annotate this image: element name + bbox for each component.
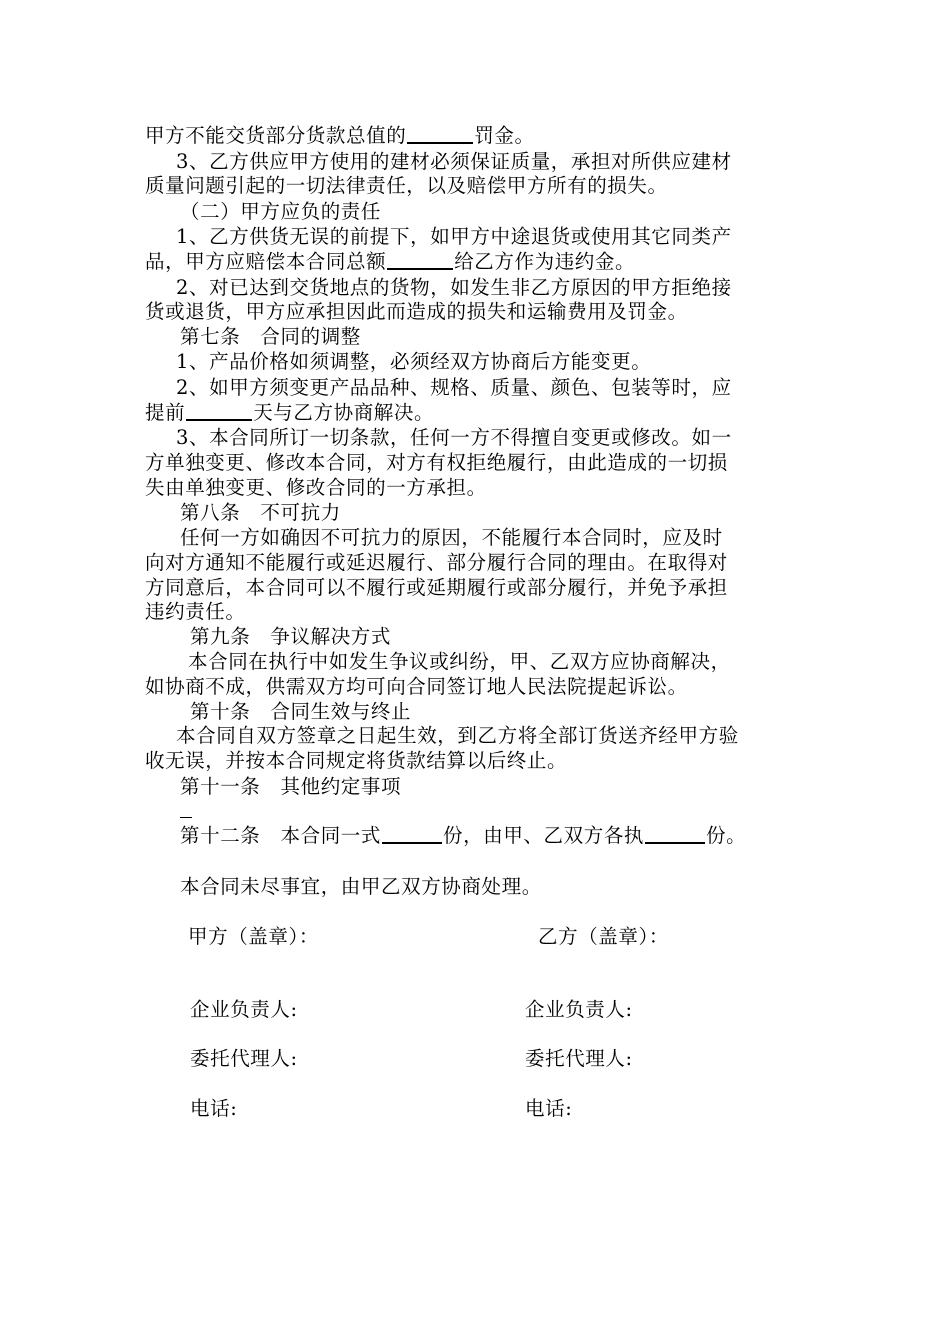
text-line: 收无误，并按本合同规定将货款结算以后终止。 (145, 749, 568, 772)
line-text: 份，由甲、乙双方各执 (443, 824, 645, 847)
article-heading: 第八条 不可抗力 (180, 501, 341, 524)
text-line: 本合同在执行中如发生争议或纠纷，甲、乙双方应协商解决， (188, 650, 731, 673)
text-line: 2、如甲方须变更产品品种、规格、质量、颜色、包装等时，应 (176, 376, 732, 399)
party-a-seal: 甲方（盖章）： (188, 925, 319, 948)
text-line (145, 124, 535, 148)
party-b-agent: 委托代理人: (525, 1047, 633, 1070)
closing-statement: 本合同未尽事宜，由甲乙双方协商处理。 (180, 875, 542, 898)
text-line (145, 250, 635, 274)
text-line: 违约责任。 (145, 600, 246, 623)
line-text: 第十二条 本合同一式 (180, 824, 382, 847)
party-a-phone: 电话: (190, 1097, 238, 1120)
line-text: 给乙方作为违约金。 (454, 250, 636, 273)
line-text: 提前 (145, 401, 186, 424)
text-line: 任何一方如确因不可抗力的原因，不能履行本合同时，应及时 (180, 526, 723, 549)
party-b-seal: 乙方（盖章）： (538, 925, 669, 948)
article-heading: 第七条 合同的调整 (180, 325, 361, 348)
line-text: 天与乙方协商解决。 (253, 401, 435, 424)
text-line: 失由单独变更、修改合同的一方承担。 (145, 476, 487, 499)
party-a-rep: 企业负责人: (190, 998, 298, 1021)
fill-blank (186, 401, 252, 421)
text-line (145, 401, 434, 425)
party-b-rep: 企业负责人: (525, 998, 633, 1021)
line-text: 罚金。 (474, 124, 535, 147)
fill-blank (382, 824, 442, 844)
text-line: 3、乙方供应甲方使用的建材必须保证质量，承担对所供应建材 (176, 150, 732, 173)
line-text: 甲方不能交货部分货款总值的 (145, 124, 407, 147)
text-line: 2、对已达到交货地点的货物，如发生非乙方原因的甲方拒绝接 (176, 276, 732, 299)
article-heading: 第十一条 其他约定事项 (180, 775, 402, 798)
text-line: 方单独变更、修改本合同，对方有权拒绝履行，由此造成的一切损 (145, 451, 728, 474)
text-line: 1、乙方供货无误的前提下，如甲方中途退货或使用其它同类产 (176, 225, 732, 248)
fill-blank (645, 824, 705, 844)
text-line: 1、产品价格如须调整，必须经双方协商后方能变更。 (176, 350, 652, 373)
party-a-agent: 委托代理人: (190, 1047, 298, 1070)
fill-blank (387, 250, 453, 270)
fill-blank (407, 124, 473, 144)
text-line: 向对方通知不能履行或延迟履行、部分履行合同的理由。在取得对 (145, 551, 728, 574)
section-heading: （二）甲方应负的责任 (180, 200, 382, 223)
line-text: 品，甲方应赔偿本合同总额 (145, 250, 387, 273)
text-line: 3、本合同所订一切条款，任何一方不得擅自变更或修改。如一 (176, 426, 732, 449)
underscore-stub (180, 800, 192, 824)
article-heading: 第九条 争议解决方式 (190, 625, 392, 648)
party-b-phone: 电话: (525, 1097, 573, 1120)
underscore-mark (180, 807, 192, 818)
text-line: 本合同自双方签章之日起生效，到乙方将全部订货送齐经甲方验 (176, 724, 739, 747)
line-text: 份。 (706, 824, 747, 847)
article-heading: 第十条 合同生效与终止 (190, 700, 412, 723)
text-line: 货或退货，甲方应承担因此而造成的损失和运输费用及罚金。 (145, 300, 688, 323)
text-line: 方同意后，本合同可以不履行或延期履行或部分履行，并免予承担 (145, 576, 728, 599)
text-line: 质量问题引起的一切法律责任，以及赔偿甲方所有的损失。 (145, 174, 668, 197)
clause-12 (180, 824, 746, 848)
text-line: 如协商不成，供需双方均可向合同签订地人民法院提起诉讼。 (145, 675, 688, 698)
